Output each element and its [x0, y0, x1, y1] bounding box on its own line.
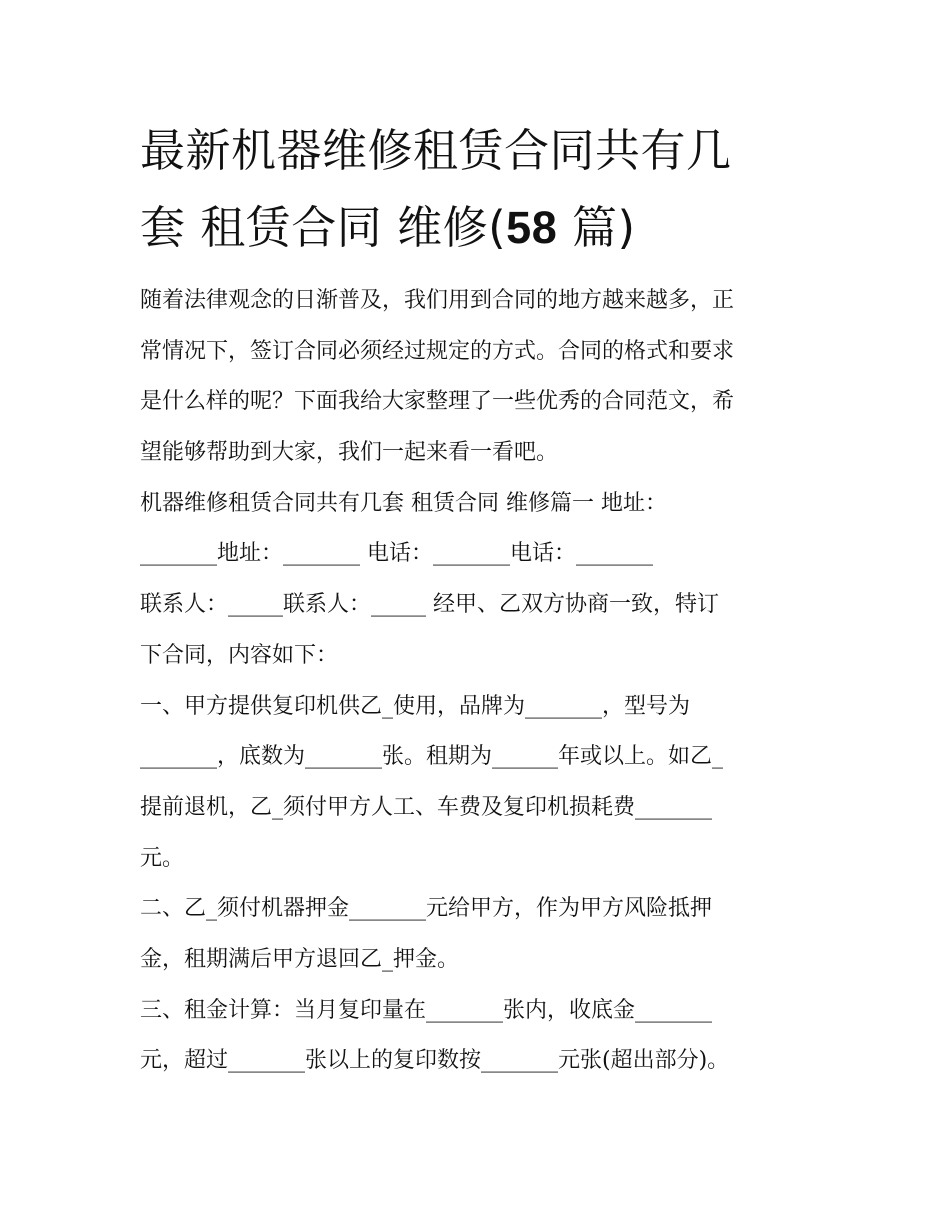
clause-1-line: 元。: [140, 845, 185, 871]
clause-2-line: 金，租期满后甲方退回乙_押金。: [140, 946, 460, 972]
clause-3-line: 元，超过_______张以上的复印数按_______元张(超出部分)。: [140, 1048, 730, 1074]
title-line-2-prefix: 套 租赁合同 维修(: [140, 201, 507, 254]
body-line: 望能够帮助到大家，我们一起来看一看吧。: [140, 440, 559, 466]
body-line: 随着法律观念的日渐普及，我们用到合同的地方越来越多，正: [140, 288, 735, 313]
clause-1-line: 提前退机，乙_须付甲方人工、车费及复印机损耗费_______: [140, 794, 713, 820]
contact-line: 联系人：_____联系人：_____ 经甲、乙双方协商一致，特订: [140, 592, 719, 618]
address-phone-line: _______地址：_______ 电话：_______电话：_______: [140, 541, 653, 567]
body-line: 下合同，内容如下：: [140, 642, 339, 668]
clause-3-line: 三、租金计算：当月复印量在_______张内，收底金_______: [140, 997, 713, 1023]
title-line-2-suffix: 篇): [557, 201, 636, 254]
body-line: 是什么样的呢？下面我给大家整理了一些优秀的合同范文，希: [140, 389, 735, 415]
title-line-1: 最新机器维修租赁合同共有几: [140, 124, 732, 177]
body-line: 常情况下，签订合同必须经过规定的方式。合同的格式和要求: [140, 338, 735, 364]
clause-1-line: _______，底数为_______张。租期为______年或以上。如乙_: [140, 744, 724, 770]
clause-1-line: 一、甲方提供复印机供乙_使用，品牌为_______，型号为: [140, 693, 691, 719]
document-title: [140, 112, 820, 266]
document-body: [140, 276, 820, 1087]
title-article-count: 58: [506, 202, 558, 253]
section-heading-line: 机器维修租赁合同共有几套 租赁合同 维修篇一 地址：: [140, 490, 667, 516]
clause-2-line: 二、乙_须付机器押金_______元给甲方，作为甲方风险抵押: [140, 896, 713, 922]
